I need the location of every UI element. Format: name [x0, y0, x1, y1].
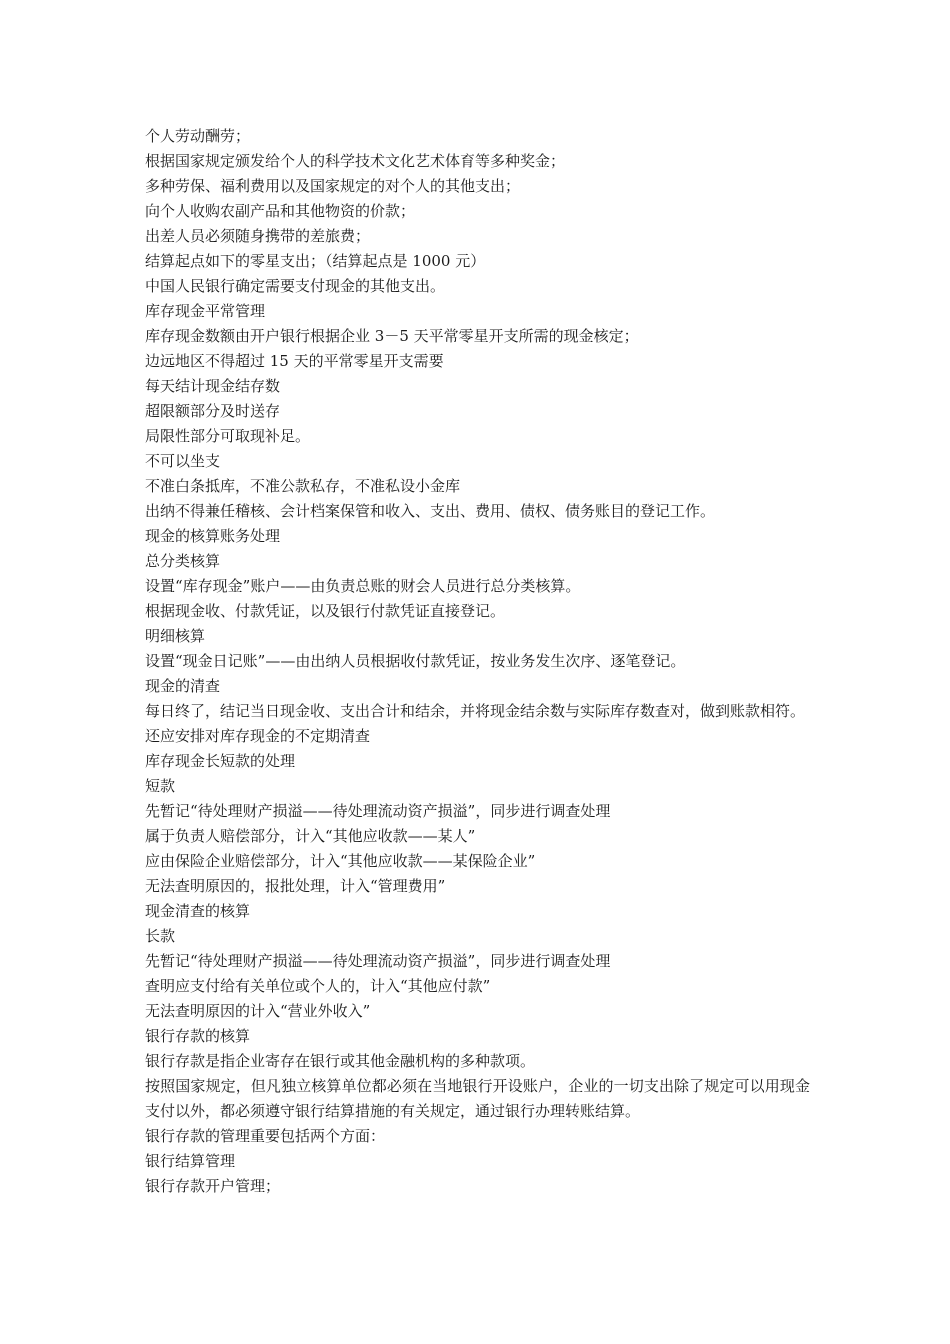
text-line: 个人劳动酬劳； — [145, 127, 251, 145]
section-heading: 现金清查的核算 — [145, 902, 251, 920]
section-heading: 库存现金长短款的处理 — [145, 752, 296, 770]
section-heading: 银行存款的核算 — [145, 1027, 251, 1045]
subsection-heading: 总分类核算 — [145, 552, 221, 570]
text-line: 先暂记“待处理财产损溢——待处理流动资产损溢”，同步进行调查处理 — [145, 952, 611, 970]
text-line: 结算起点如下的零星支出；（结算起点是 1000 元） — [145, 252, 486, 270]
subsection-heading: 银行结算管理 — [145, 1152, 236, 1170]
subsection-heading: 长款 — [145, 927, 176, 945]
text-line: 根据国家规定颁发给个人的科学技术文化艺术体育等多种奖金； — [145, 152, 566, 170]
text-line: 边远地区不得超过 15 天的平常零星开支需要 — [145, 352, 444, 370]
text-line: 不可以坐支 — [145, 452, 221, 470]
text-line: 不准白条抵库，不准公款私存，不准私设小金库 — [145, 477, 461, 495]
section-heading: 库存现金平常管理 — [145, 302, 266, 320]
text-line: 每天结计现金结存数 — [145, 377, 281, 395]
text-line: 向个人收购农副产品和其他物资的价款； — [145, 202, 416, 220]
text-line: 无法查明原因的，报批处理，计入“管理费用” — [145, 877, 446, 895]
text-line: 设置“现金日记账”——由出纳人员根据收付款凭证，按业务发生次序、逐笔登记。 — [145, 652, 686, 670]
text-line: 局限性部分可取现补足。 — [145, 427, 311, 445]
section-heading: 现金的清查 — [145, 677, 221, 695]
text-line: 银行存款的管理重要包括两个方面： — [145, 1127, 386, 1145]
text-line: 银行存款开户管理； — [145, 1177, 281, 1195]
text-line: 出差人员必须随身携带的差旅费； — [145, 227, 371, 245]
subsection-heading: 短款 — [145, 777, 176, 795]
text-line: 银行存款是指企业寄存在银行或其他金融机构的多种款项。 — [145, 1052, 536, 1070]
text-line: 查明应支付给有关单位或个人的，计入“其他应付款” — [145, 977, 491, 995]
text-paragraph: 按照国家规定，但凡独立核算单位都必须在当地银行开设账户，企业的一切支出除了规定可以用现金支付以外，都必须遵守银行结算措施的有关规定，通过银行办理转账结算。 — [145, 1077, 810, 1120]
text-line: 中国人民银行确定需要支付现金的其他支出。 — [145, 277, 446, 295]
text-line: 设置“库存现金”账户——由负责总账的财会人员进行总分类核算。 — [145, 577, 581, 595]
text-line: 出纳不得兼任稽核、会计档案保管和收入、支出、费用、债权、债务账目的登记工作。 — [145, 502, 716, 520]
subsection-heading: 明细核算 — [145, 627, 206, 645]
text-line: 超限额部分及时送存 — [145, 402, 281, 420]
text-line: 库存现金数额由开户银行根据企业 3－5 天平常零星开支所需的现金核定； — [145, 327, 639, 345]
text-line: 应由保险企业赔偿部分，计入“其他应收款——某保险企业” — [145, 852, 536, 870]
document-body — [145, 124, 810, 1199]
text-line: 属于负责人赔偿部分，计入“其他应收款——某人” — [145, 827, 476, 845]
text-line: 根据现金收、付款凭证，以及银行付款凭证直接登记。 — [145, 602, 506, 620]
text-line: 无法查明原因的计入“营业外收入” — [145, 1002, 371, 1020]
text-paragraph: 每日终了，结记当日现金收、支出合计和结余，并将现金结余数与实际库存数查对，做到账款相符。 — [145, 702, 806, 720]
section-heading: 现金的核算账务处理 — [145, 527, 281, 545]
text-line: 先暂记“待处理财产损溢——待处理流动资产损溢”，同步进行调查处理 — [145, 802, 611, 820]
text-line: 多种劳保、福利费用以及国家规定的对个人的其他支出； — [145, 177, 521, 195]
text-line: 还应安排对库存现金的不定期清查 — [145, 727, 371, 745]
